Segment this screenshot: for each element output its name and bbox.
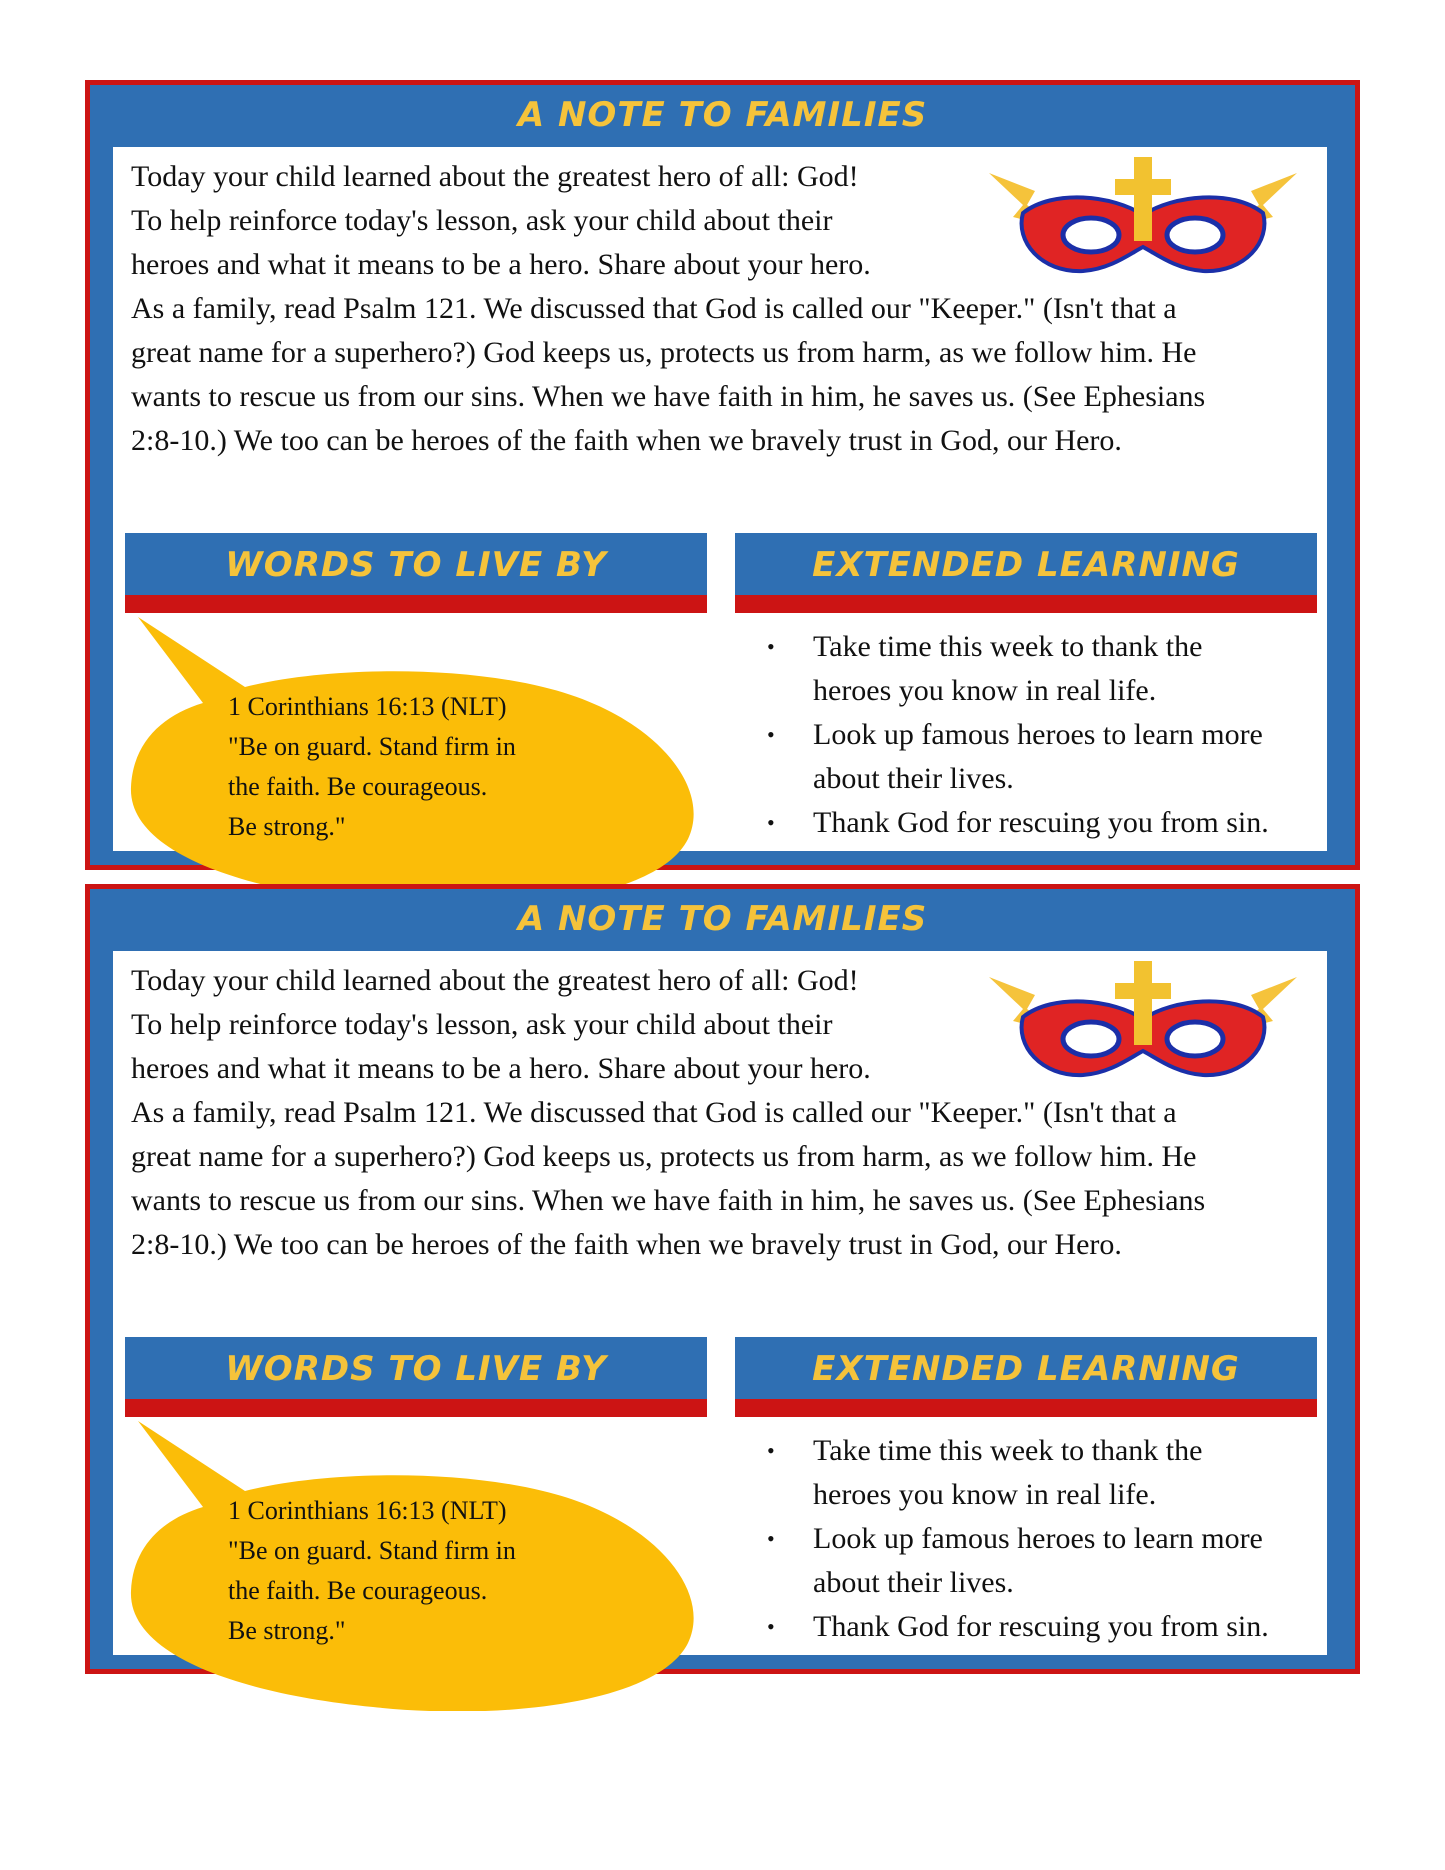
list-item-text: Thank God for rescuing you from sin. bbox=[813, 806, 1269, 839]
note-line: wants to rescue us from our sins. When we have faith in him, he saves us. (See Ephesians bbox=[131, 380, 1206, 413]
verse-line: Be strong." bbox=[228, 812, 346, 841]
note-line: As a family, read Psalm 121. We discussed that God is called our "Keeper." (Isn't that a bbox=[131, 292, 1177, 325]
note-line: heroes and what it means to be a hero. Share about your hero. bbox=[131, 248, 871, 281]
list-item-text: heroes you know in real life. bbox=[813, 1478, 1157, 1511]
superhero-mask-icon bbox=[983, 155, 1303, 283]
extended-learning-header bbox=[735, 533, 1317, 613]
verse-line: "Be on guard. Stand firm in bbox=[228, 732, 516, 761]
card-panel bbox=[90, 85, 1355, 865]
section-title: WORDS TO LIVE BY bbox=[125, 533, 707, 595]
list-item-text: heroes you know in real life. bbox=[813, 674, 1157, 707]
card-title: A NOTE TO FAMILIES bbox=[517, 899, 928, 939]
bullet-icon: • bbox=[767, 722, 775, 747]
card-content bbox=[113, 951, 1327, 1655]
list-item bbox=[761, 1429, 1321, 1517]
verse-line: 1 Corinthians 16:13 (NLT) bbox=[228, 692, 507, 721]
list-item-text: Look up famous heroes to learn more bbox=[813, 1522, 1263, 1555]
note-line: Today your child learned about the greatest hero of all: God! bbox=[131, 160, 859, 193]
list-item bbox=[761, 713, 1321, 801]
list-item bbox=[761, 1517, 1321, 1605]
verse-line: the faith. Be courageous. bbox=[228, 772, 488, 801]
verse-line: the faith. Be courageous. bbox=[228, 1576, 488, 1605]
bullet-icon: • bbox=[767, 1526, 775, 1551]
bullet-icon: • bbox=[767, 810, 775, 835]
section-title: EXTENDED LEARNING bbox=[735, 533, 1317, 595]
note-line: 2:8-10.) We too can be heroes of the faith when we bravely trust in God, our Hero. bbox=[131, 424, 1122, 457]
memory-verse bbox=[228, 1491, 628, 1651]
note-line: Today your child learned about the greatest hero of all: God! bbox=[131, 964, 859, 997]
note-line: great name for a superhero?) God keeps us, protects us from harm, as we follow him. He bbox=[131, 336, 1197, 369]
list-item bbox=[761, 801, 1321, 845]
note-line: great name for a superhero?) God keeps us, protects us from harm, as we follow him. He bbox=[131, 1140, 1197, 1173]
card-content bbox=[113, 147, 1327, 851]
bullet-icon: • bbox=[767, 1438, 775, 1463]
note-line: heroes and what it means to be a hero. Share about your hero. bbox=[131, 1052, 871, 1085]
words-to-live-by-header bbox=[125, 1337, 707, 1417]
section-title: WORDS TO LIVE BY bbox=[125, 1337, 707, 1399]
memory-verse bbox=[228, 687, 628, 847]
note-line: As a family, read Psalm 121. We discussed that God is called our "Keeper." (Isn't that a bbox=[131, 1096, 1177, 1129]
list-item bbox=[761, 625, 1321, 713]
note-line: To help reinforce today's lesson, ask your child about their bbox=[131, 1008, 833, 1041]
bullet-icon: • bbox=[767, 1614, 775, 1639]
list-item bbox=[761, 1605, 1321, 1649]
extended-learning-list bbox=[761, 1429, 1321, 1649]
card-panel bbox=[90, 889, 1355, 1669]
list-item-text: Look up famous heroes to learn more bbox=[813, 718, 1263, 751]
verse-line: Be strong." bbox=[228, 1616, 346, 1645]
list-item-text: Take time this week to thank the bbox=[813, 630, 1203, 663]
section-title: EXTENDED LEARNING bbox=[735, 1337, 1317, 1399]
list-item-text: Thank God for rescuing you from sin. bbox=[813, 1610, 1269, 1643]
card-title: A NOTE TO FAMILIES bbox=[517, 95, 928, 135]
extended-learning-list bbox=[761, 625, 1321, 845]
words-to-live-by-header bbox=[125, 533, 707, 613]
bullet-icon: • bbox=[767, 634, 775, 659]
note-line: 2:8-10.) We too can be heroes of the faith when we bravely trust in God, our Hero. bbox=[131, 1228, 1122, 1261]
verse-line: 1 Corinthians 16:13 (NLT) bbox=[228, 1496, 507, 1525]
family-note-card bbox=[85, 80, 1360, 870]
list-item-text: Take time this week to thank the bbox=[813, 1434, 1203, 1467]
list-item-text: about their lives. bbox=[813, 762, 1014, 795]
verse-line: "Be on guard. Stand firm in bbox=[228, 1536, 516, 1565]
extended-learning-header bbox=[735, 1337, 1317, 1417]
list-item-text: about their lives. bbox=[813, 1566, 1014, 1599]
superhero-mask-icon bbox=[983, 959, 1303, 1087]
family-note-card bbox=[85, 884, 1360, 1674]
note-line: wants to rescue us from our sins. When we have faith in him, he saves us. (See Ephesians bbox=[131, 1184, 1206, 1217]
note-line: To help reinforce today's lesson, ask your child about their bbox=[131, 204, 833, 237]
